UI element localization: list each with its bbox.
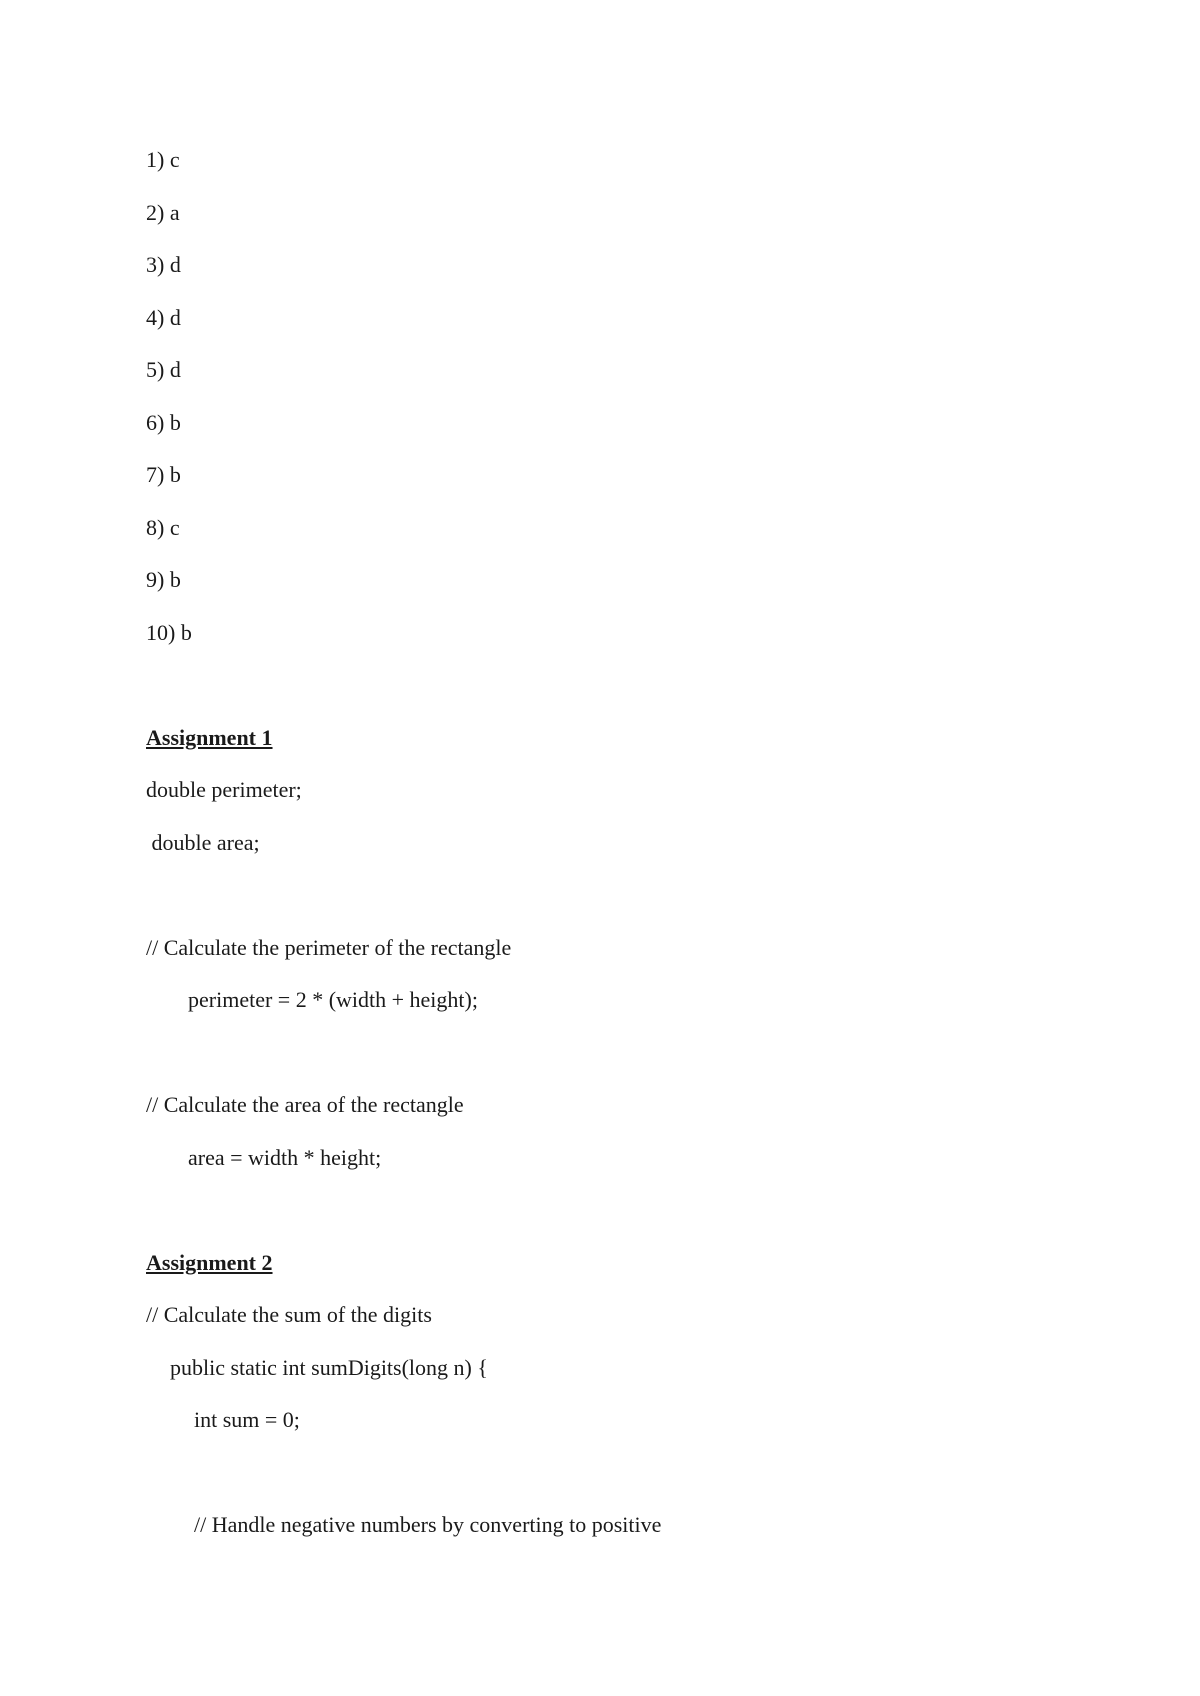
- answer-item: 1) c: [146, 147, 180, 172]
- code-line: double perimeter;: [146, 777, 302, 802]
- answer-item: 6) b: [146, 410, 181, 435]
- code-comment: // Calculate the area of the rectangle: [146, 1092, 464, 1117]
- answer-item: 5) d: [146, 357, 181, 382]
- code-line: public static int sumDigits(long n) {: [170, 1355, 488, 1380]
- code-line: int sum = 0;: [194, 1407, 300, 1432]
- code-line: perimeter = 2 * (width + height);: [188, 987, 478, 1012]
- answer-item: 10) b: [146, 620, 192, 645]
- code-comment: // Calculate the perimeter of the rectangle: [146, 935, 512, 960]
- code-line: area = width * height;: [188, 1145, 382, 1170]
- answer-item: 2) a: [146, 200, 180, 225]
- code-comment: // Calculate the sum of the digits: [146, 1302, 432, 1327]
- code-line: double area;: [146, 830, 260, 855]
- assignment-2-heading: Assignment 2: [146, 1250, 273, 1275]
- answer-item: 4) d: [146, 305, 181, 330]
- code-comment: // Handle negative numbers by converting to positive: [194, 1512, 662, 1537]
- answer-item: 3) d: [146, 252, 181, 277]
- answer-item: 7) b: [146, 462, 181, 487]
- assignment-1-heading: Assignment 1: [146, 725, 273, 750]
- answer-item: 9) b: [146, 567, 181, 592]
- answer-item: 8) c: [146, 515, 180, 540]
